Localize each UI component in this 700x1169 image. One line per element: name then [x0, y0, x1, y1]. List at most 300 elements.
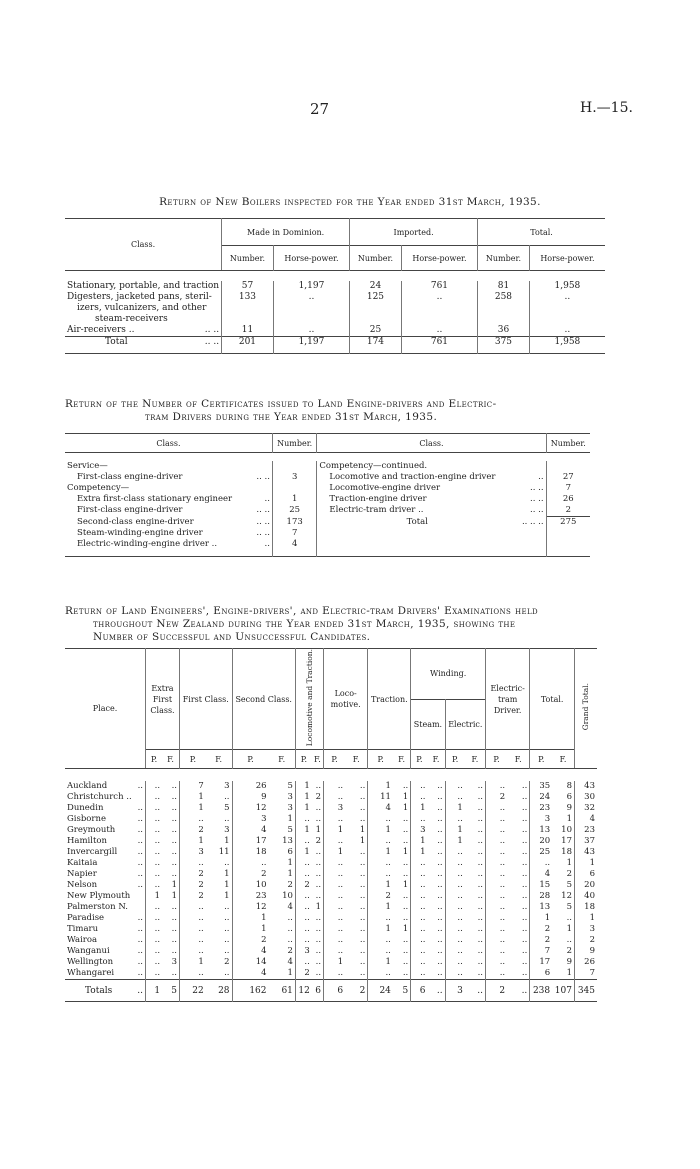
boiler-cell	[350, 314, 402, 325]
exam-cell: 17	[539, 957, 551, 968]
exam-cell: ..	[345, 880, 368, 891]
exam-cell: ..	[162, 946, 179, 957]
exam-cell: 1	[269, 968, 296, 980]
exam-cell: 4	[269, 957, 296, 968]
exam-cell: 11	[206, 847, 232, 858]
exam-cell: 12	[255, 803, 267, 814]
exam-place	[65, 913, 146, 924]
exam-row	[65, 913, 597, 924]
exam-cell: 2	[499, 792, 506, 803]
exam-cell: ..	[337, 858, 344, 869]
exam-cell: ..	[465, 792, 486, 803]
exam-cell: ..	[304, 814, 310, 825]
certificates-title	[65, 398, 675, 424]
place-name: Dunedin	[67, 803, 104, 814]
exam-cell: 2	[552, 946, 574, 957]
exam-cell: ..	[420, 968, 426, 979]
certificate-number: 4	[272, 539, 316, 550]
exam-cell: 23	[584, 825, 595, 836]
exam-cell: ..	[420, 891, 426, 902]
exam-cell: ..	[312, 957, 324, 968]
exam-cell: 1	[385, 781, 391, 792]
pf-header: P.	[324, 750, 346, 769]
exam-cell: ..	[312, 847, 324, 858]
exam-cell: 26	[584, 957, 595, 968]
exam-cell: 1	[261, 913, 267, 924]
exam-cell: 2	[312, 792, 324, 803]
exam-row	[65, 858, 597, 869]
exam-cell: ..	[162, 803, 179, 814]
leader-dots	[517, 461, 546, 472]
place-name: Christchurch ..	[67, 792, 132, 803]
exam-cell: 4	[589, 814, 595, 825]
exam-cell: ..	[312, 803, 324, 814]
exam-cell: 1	[269, 814, 296, 825]
exam-cell: 4	[261, 825, 267, 836]
exam-cell: ..	[428, 880, 446, 891]
exam-cell: ..	[337, 781, 344, 792]
exam-cell: ..	[507, 803, 530, 814]
exam-cell: ..	[428, 781, 446, 792]
exam-cell: ..	[337, 891, 344, 902]
exam-cell: ..	[162, 847, 179, 858]
exam-total-cell: 162	[249, 986, 267, 997]
exam-cell: 13	[269, 836, 296, 847]
exam-cell: ..	[337, 902, 344, 913]
sub-horse-power: Horse-power.	[529, 246, 605, 271]
leader-dots: ..	[137, 924, 143, 935]
boiler-cell: ..	[273, 292, 349, 303]
leader-dots: .. ..	[252, 517, 272, 529]
exam-cell: ..	[312, 814, 324, 825]
exam-cell: 1	[304, 825, 310, 836]
exam-cell: 1	[304, 803, 310, 814]
exam-cell: 2	[198, 891, 204, 902]
exam-cell: 20	[539, 836, 551, 847]
exam-cell: 1	[544, 913, 551, 924]
exam-cell: 3	[162, 957, 179, 968]
exam-total-cell: 107	[552, 980, 574, 1002]
certificate-class: Electric-winding-engine driver ..	[77, 539, 218, 549]
exam-cell: ..	[507, 858, 530, 869]
leader-dots	[252, 483, 272, 494]
exam-cell: 43	[584, 847, 595, 858]
exam-cell: 1	[269, 869, 296, 880]
leader-dots: ..	[137, 957, 143, 968]
boiler-total-cell: 201	[222, 337, 274, 354]
exam-cell: ..	[345, 946, 368, 957]
exam-cell: 3	[198, 847, 204, 858]
boiler-cell: 81	[478, 281, 530, 292]
place-name: Nelson	[67, 880, 98, 891]
exam-cell: ..	[507, 847, 530, 858]
exam-cell: ..	[345, 968, 368, 980]
leader-dots: ..	[137, 781, 143, 792]
exam-cell: ..	[457, 968, 463, 979]
exam-cell: ..	[206, 902, 232, 913]
exam-cell: ..	[162, 869, 179, 880]
exam-cell: 7	[589, 968, 595, 979]
group-second-class: Second Class.	[232, 649, 295, 750]
exam-cell: 1	[198, 957, 204, 968]
exam-cell: ..	[154, 957, 161, 968]
exam-cell: 5	[269, 781, 296, 792]
exam-cell: 23	[539, 803, 551, 814]
exam-cell: ..	[428, 946, 446, 957]
certificate-class: First-class engine-driver	[77, 472, 183, 482]
leader-dots: ..	[137, 803, 143, 814]
exams-title-line3: Number of Successful and Unsuccessful Candidates.	[93, 631, 371, 643]
exam-place	[65, 847, 146, 858]
certificate-class: First-class engine-driver	[77, 505, 183, 516]
exam-cell: 1	[162, 880, 179, 891]
exam-cell: 4	[385, 803, 391, 814]
exam-cell: 1	[337, 825, 344, 836]
leader-dots	[252, 461, 272, 472]
pf-header: F.	[552, 750, 574, 769]
certificate-number: 26	[562, 494, 574, 504]
exam-cell: ..	[499, 935, 506, 946]
pf-header: P.	[411, 750, 428, 769]
boiler-total-cell: 1,197	[273, 337, 349, 354]
exam-cell: ..	[428, 902, 446, 913]
exam-cell: ..	[269, 913, 296, 924]
exam-total-cell: 2	[499, 986, 506, 997]
pf-header: P.	[486, 750, 508, 769]
exam-cell: ..	[457, 924, 463, 935]
leader-dots: ..	[252, 494, 272, 505]
document-reference: H.—15.	[580, 100, 633, 116]
exam-cell: 9	[552, 957, 574, 968]
boiler-cell: ..	[273, 325, 349, 337]
exam-cell: 1	[206, 891, 232, 902]
exam-cell: 2	[198, 825, 204, 836]
boilers-table	[65, 218, 605, 354]
exam-cell: ..	[345, 803, 368, 814]
exam-cell: ..	[420, 792, 426, 803]
group-winding: Winding.	[411, 649, 486, 700]
exam-cell: ..	[428, 924, 446, 935]
exam-cell: ..	[304, 891, 310, 902]
place-name: Napier	[67, 869, 97, 880]
exam-totals-label	[65, 980, 146, 1002]
exam-row	[65, 957, 597, 968]
exam-cell: ..	[154, 781, 161, 792]
exam-cell: ..	[552, 913, 574, 924]
boiler-total-cell: 761	[401, 337, 477, 354]
exam-cell: 1	[393, 880, 411, 891]
exam-cell: 1	[162, 891, 179, 902]
boiler-total-cell: 174	[350, 337, 402, 354]
leader-dots: ..	[137, 880, 143, 891]
boiler-cell: 1,958	[554, 281, 581, 291]
exam-total-cell: 345	[577, 986, 595, 997]
exam-cell: ..	[162, 836, 179, 847]
place-name: Whangarei	[67, 968, 115, 979]
exam-cell: ..	[428, 968, 446, 980]
exam-cell: ..	[420, 913, 426, 924]
exam-cell: 25	[539, 847, 551, 858]
exam-cell: 24	[539, 792, 551, 803]
pf-header: F.	[465, 750, 486, 769]
exam-cell: ..	[393, 946, 411, 957]
exam-cell: ..	[345, 858, 368, 869]
pf-header: P.	[445, 750, 465, 769]
exam-cell: 1	[552, 968, 574, 980]
boilers-title: Return of New Boilers inspected for the Year ended 31st March, 1935.	[159, 196, 541, 208]
exam-cell: ..	[428, 891, 446, 902]
exam-cell: ..	[345, 792, 368, 803]
exam-cell: ..	[337, 792, 344, 803]
exam-cell: 1	[198, 803, 204, 814]
exam-cell: ..	[457, 935, 463, 946]
exam-cell: ..	[457, 847, 463, 858]
exams-title-line1: Return of Land Engineers', Engine-drivers', and Electric-tram Drivers' Examinations held	[65, 605, 539, 617]
exam-cell: ..	[457, 913, 463, 924]
exam-cell: ..	[337, 869, 344, 880]
exam-cell: ..	[206, 946, 232, 957]
exam-cell: ..	[162, 924, 179, 935]
exam-place	[65, 924, 146, 935]
exam-cell: ..	[393, 814, 411, 825]
pf-header: F.	[312, 750, 324, 769]
exam-cell: 1	[420, 803, 426, 814]
place-name: Palmerston N.	[67, 902, 128, 913]
exam-cell: ..	[162, 935, 179, 946]
exam-cell: ..	[507, 891, 530, 902]
exam-cell: 10	[552, 825, 574, 836]
exam-cell: ..	[457, 814, 463, 825]
exam-cell: ..	[420, 935, 426, 946]
exam-total-cell: 5	[393, 980, 411, 1002]
exam-cell: ..	[499, 858, 506, 869]
exam-cell: ..	[385, 946, 391, 957]
exam-row	[65, 869, 597, 880]
exam-cell: ..	[393, 957, 411, 968]
exam-place	[65, 957, 146, 968]
exam-cell: ..	[428, 792, 446, 803]
exam-cell: ..	[465, 913, 486, 924]
exam-row	[65, 924, 597, 935]
exam-cell: ..	[507, 902, 530, 913]
boiler-class-label: izers, vulcanizers, and other	[65, 303, 222, 314]
exam-cell: 26	[255, 781, 267, 792]
exam-cell: ..	[507, 957, 530, 968]
exam-cell: 18	[584, 902, 595, 913]
exam-cell: ..	[385, 836, 391, 847]
exam-cell: 3	[304, 946, 310, 957]
exam-cell: ..	[162, 814, 179, 825]
boiler-total-cell: 375	[478, 337, 530, 354]
certificate-row	[65, 505, 590, 517]
exam-cell: ..	[465, 924, 486, 935]
exam-cell: ..	[420, 924, 426, 935]
exam-cell: 2	[385, 891, 391, 902]
exam-cell: ..	[304, 935, 310, 946]
certificate-class: Service—	[67, 461, 108, 471]
col-class: Class.	[65, 219, 222, 271]
boiler-class-label: Stationary, portable, and traction	[65, 281, 222, 292]
exam-cell: 18	[552, 847, 574, 858]
exam-cell: ..	[312, 913, 324, 924]
exam-cell: 2	[544, 924, 551, 935]
exam-cell: 1	[552, 814, 574, 825]
exam-cell: ..	[393, 935, 411, 946]
certificate-class: Steam-winding-engine driver	[77, 528, 203, 538]
exam-cell: ..	[154, 858, 161, 869]
exam-cell: 3	[269, 792, 296, 803]
exam-cell: ..	[206, 792, 232, 803]
exam-row	[65, 781, 597, 792]
exam-cell: 1	[420, 847, 426, 858]
exam-cell: 1	[345, 825, 368, 836]
leader-dots: ..	[137, 946, 143, 957]
exam-cell: ..	[499, 825, 506, 836]
exam-cell: 1	[206, 880, 232, 891]
exam-cell: ..	[457, 902, 463, 913]
leader-dots: ..	[137, 814, 143, 825]
exam-cell: ..	[465, 880, 486, 891]
exam-place	[65, 814, 146, 825]
exam-total-cell: 24	[379, 986, 391, 997]
exam-cell: ..	[154, 924, 161, 935]
exam-row	[65, 814, 597, 825]
certificate-total: 275	[546, 517, 590, 529]
exam-cell: ..	[499, 913, 506, 924]
exam-cell: ..	[499, 957, 506, 968]
exam-cell: ..	[428, 858, 446, 869]
certificate-number: 3	[272, 472, 316, 483]
group-locomotive-and-traction: Locomotive and Traction.	[295, 649, 323, 750]
exam-cell: ..	[420, 814, 426, 825]
boiler-row	[65, 314, 605, 325]
exam-cell: 13	[539, 902, 551, 913]
boiler-cell	[222, 314, 274, 325]
boiler-row	[65, 281, 605, 292]
exam-place	[65, 880, 146, 891]
exam-place	[65, 858, 146, 869]
exam-cell: ..	[162, 902, 179, 913]
pf-header: F.	[269, 750, 296, 769]
exam-cell: 6	[544, 968, 551, 979]
exam-cell: ..	[206, 858, 232, 869]
exam-cell: 1	[385, 880, 391, 891]
exam-cell: ..	[385, 814, 391, 825]
boiler-class-label: Air-receivers .. .. ..	[65, 325, 222, 337]
exam-cell: 35	[539, 781, 551, 792]
group-electric-tram-driver: Electric-tram Driver.	[486, 649, 530, 750]
exam-cell: ..	[420, 902, 426, 913]
exam-place	[65, 836, 146, 847]
exam-cell: ..	[162, 913, 179, 924]
boiler-class-label: Digesters, jacketed pans, steril-	[65, 292, 222, 303]
certificate-row	[65, 494, 590, 505]
exam-cell: ..	[154, 935, 161, 946]
exam-place	[65, 946, 146, 957]
leader-dots: .. ..	[517, 483, 546, 494]
page-number: 27	[310, 100, 330, 118]
exam-cell: 14	[255, 957, 267, 968]
exam-total-cell: 61	[269, 980, 296, 1002]
group-total: Total.	[530, 227, 553, 237]
exam-cell: 1	[457, 803, 463, 814]
exam-cell: ..	[507, 968, 530, 980]
leader-dots: ..	[137, 869, 143, 880]
col-number-right: Number.	[550, 438, 586, 448]
exam-cell: ..	[552, 935, 574, 946]
exam-cell: ..	[385, 913, 391, 924]
boiler-cell: 258	[478, 292, 530, 303]
exam-cell: ..	[337, 935, 344, 946]
pf-header: F.	[393, 750, 411, 769]
exam-cell: 2	[261, 869, 267, 880]
leader-dots: .. ..	[252, 472, 272, 483]
group-traction: Traction.	[368, 649, 411, 750]
boiler-cell: 57	[222, 281, 274, 292]
exam-cell: 1	[589, 913, 595, 924]
exam-cell: ..	[198, 968, 204, 979]
sub-number: Number.	[478, 246, 530, 271]
certificate-class: Locomotive-engine driver	[329, 483, 441, 493]
exam-cell: 1	[312, 902, 324, 913]
totals-label: Totals	[85, 986, 113, 997]
certificate-row	[65, 517, 590, 529]
exam-cell: ..	[428, 913, 446, 924]
exam-place	[65, 803, 146, 814]
exam-cell: 28	[539, 891, 551, 902]
sub-number: Number.	[222, 246, 274, 271]
exam-totals-row	[65, 980, 597, 1002]
exam-cell: 5	[552, 880, 574, 891]
exam-cell: ..	[457, 781, 463, 792]
exam-cell: ..	[312, 781, 324, 792]
exam-cell: ..	[393, 781, 411, 792]
exam-cell: 3	[261, 814, 267, 825]
exam-cell: ..	[465, 836, 486, 847]
exam-cell: ..	[465, 803, 486, 814]
certificate-row	[65, 483, 590, 494]
boiler-cell: 125	[350, 292, 402, 303]
exam-cell: ..	[499, 968, 506, 979]
exam-cell: 2	[198, 880, 204, 891]
exam-cell: ..	[465, 957, 486, 968]
exam-place	[65, 869, 146, 880]
place-name: Timaru	[67, 924, 99, 935]
exam-cell: 1	[457, 836, 463, 847]
exam-cell: ..	[465, 968, 486, 980]
leader-dots: ..	[137, 935, 143, 946]
leader-dots: ..	[137, 847, 143, 858]
exam-cell: 3	[544, 814, 551, 825]
exam-place	[65, 891, 146, 902]
exam-row	[65, 880, 597, 891]
exam-cell: 1	[304, 792, 310, 803]
exam-cell: 1	[304, 847, 310, 858]
boiler-cell	[478, 314, 530, 325]
group-grand-total: Grand Total.	[574, 649, 597, 769]
exam-cell: ..	[304, 858, 310, 869]
exams-title-line2: throughout New Zealand during the Year ended 31st March, 1935, showing the	[93, 618, 516, 630]
place-name: Gisborne	[67, 814, 106, 825]
certificate-total-label: Total	[406, 516, 428, 527]
exam-cell: ..	[507, 880, 530, 891]
exam-cell: 1	[154, 891, 161, 902]
place-name: Wairoa	[67, 935, 98, 946]
exam-cell: ..	[345, 814, 368, 825]
exam-cell: ..	[198, 902, 204, 913]
exam-total-cell: 22	[192, 986, 204, 997]
place-name: Kaitaia	[67, 858, 98, 869]
